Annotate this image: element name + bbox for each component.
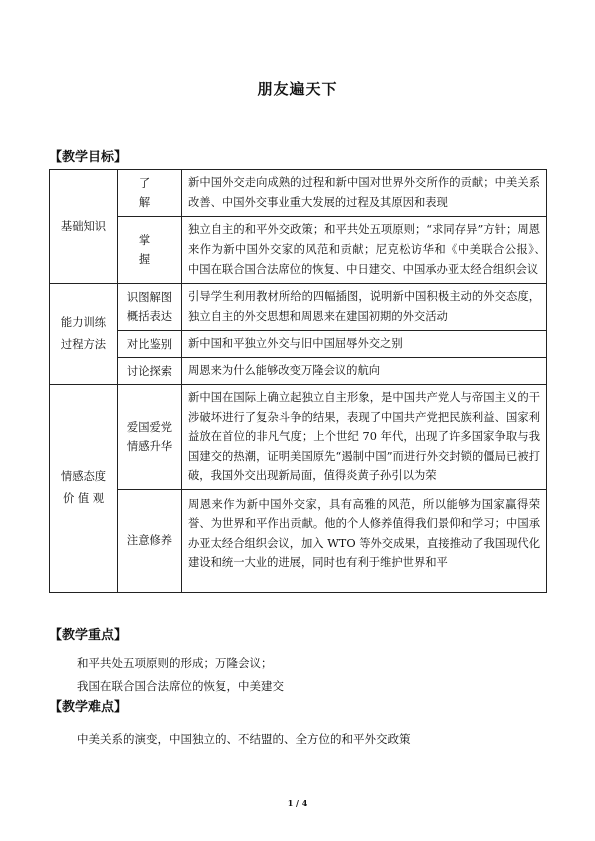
subcategory-cell: 了 解 [118, 170, 182, 217]
category-label: 情感态度 [60, 470, 107, 484]
table-row [50, 331, 547, 358]
subcategory-cell: 讨论探索 [118, 358, 182, 385]
subcategory-cell [118, 284, 182, 331]
category-label: 能力训练 [60, 316, 107, 329]
description-text: 周恩来作为新中国外交家，具有高雅的风范，所以能够为国家赢得荣誉、为世界和平作出贡献。他的个人修养值得我们景仰和学习；中国承办亚太经合组织会议，加入 WTO 等外交成果，直接推动了我国现代化建设和统一大业的进展，同时也有利于维护世界和平 [188, 497, 540, 569]
category-cell [50, 284, 118, 385]
description-cell [182, 489, 547, 592]
category-label: 过程方法 [60, 338, 107, 351]
section-heading-goals: 【教学目标】 [49, 150, 128, 165]
description-cell: 新中国外交走向成熟的过程和新中国对世界外交所作的贡献；中美关系改善、中国外交事业重大发展的过程及其原因和表现 [182, 170, 547, 217]
category-cell [50, 170, 118, 284]
page-title: 朋友遍天下 [257, 80, 338, 98]
description-cell: 引导学生利用教材所给的四幅插图，说明新中国积极主动的外交态度，独立自主的外交思想和周恩来在建国初期的外交活动 [182, 284, 547, 331]
subcategory-label: 概括表达 [126, 310, 173, 323]
subcategory-label: 情感升华 [126, 439, 173, 453]
description-cell: 新中国在国际上确立起独立自主形象，是中国共产党人与帝国主义的干涉破坏进行了复杂斗争的结果，表现了中国共产党把民族利益、国家利益放在首位的非凡气度；上个世纪 70 年代，出现了许多国家争取与我国建交的热潮，证明美国原先“遏制中国”而进行外交封锁的僵局已被打破，我国外交出现新局面，值得炎黄子孙引以为荣 [182, 385, 547, 490]
description-cell: 独立自主的和平外交政策；和平共处五项原则；“求同存异”方针；周恩来作为新中国外交家的风范和贡献；尼克松访华和《中美联合公报》、 中国在联合国合法席位的恢复、中日建交、中国承办亚太经合组织会议 [182, 217, 547, 284]
section-heading-key-points: 【教学重点】 [49, 628, 128, 643]
section-heading-difficulties: 【教学难点】 [49, 700, 128, 715]
table-row [50, 385, 547, 490]
subcategory-cell [118, 385, 182, 490]
category-cell [50, 385, 118, 593]
category-label: 基础知识 [60, 219, 107, 233]
table-row [50, 489, 547, 592]
key-point-item: 和平共处五项原则的形成；万隆会议； [77, 656, 273, 670]
difficulty-item: 中美关系的演变，中国独立的、不结盟的、全方位的和平外交政策 [77, 732, 411, 746]
subcategory-cell: 掌 握 [118, 217, 182, 284]
subcategory-cell: 注意修养 [118, 489, 182, 592]
description-cell: 新中国和平独立外交与旧中国屈辱外交之别 [182, 331, 547, 358]
key-point-item: 我国在联合国合法席位的恢复，中美建交 [77, 679, 284, 693]
subcategory-label: 爱国爱党 [126, 420, 173, 434]
description-cell: 周恩来为什么能够改变万隆会议的航向 [182, 358, 547, 385]
table-row [50, 217, 547, 284]
subcategory-label: 识图解图 [126, 291, 173, 304]
table-row [50, 358, 547, 385]
category-label: 价 值 观 [62, 492, 105, 506]
page-number: 1 / 4 [287, 798, 308, 808]
goals-table [49, 169, 552, 593]
subcategory-cell: 对比鉴别 [118, 331, 182, 358]
table-row [50, 170, 547, 217]
table-row [50, 284, 547, 331]
